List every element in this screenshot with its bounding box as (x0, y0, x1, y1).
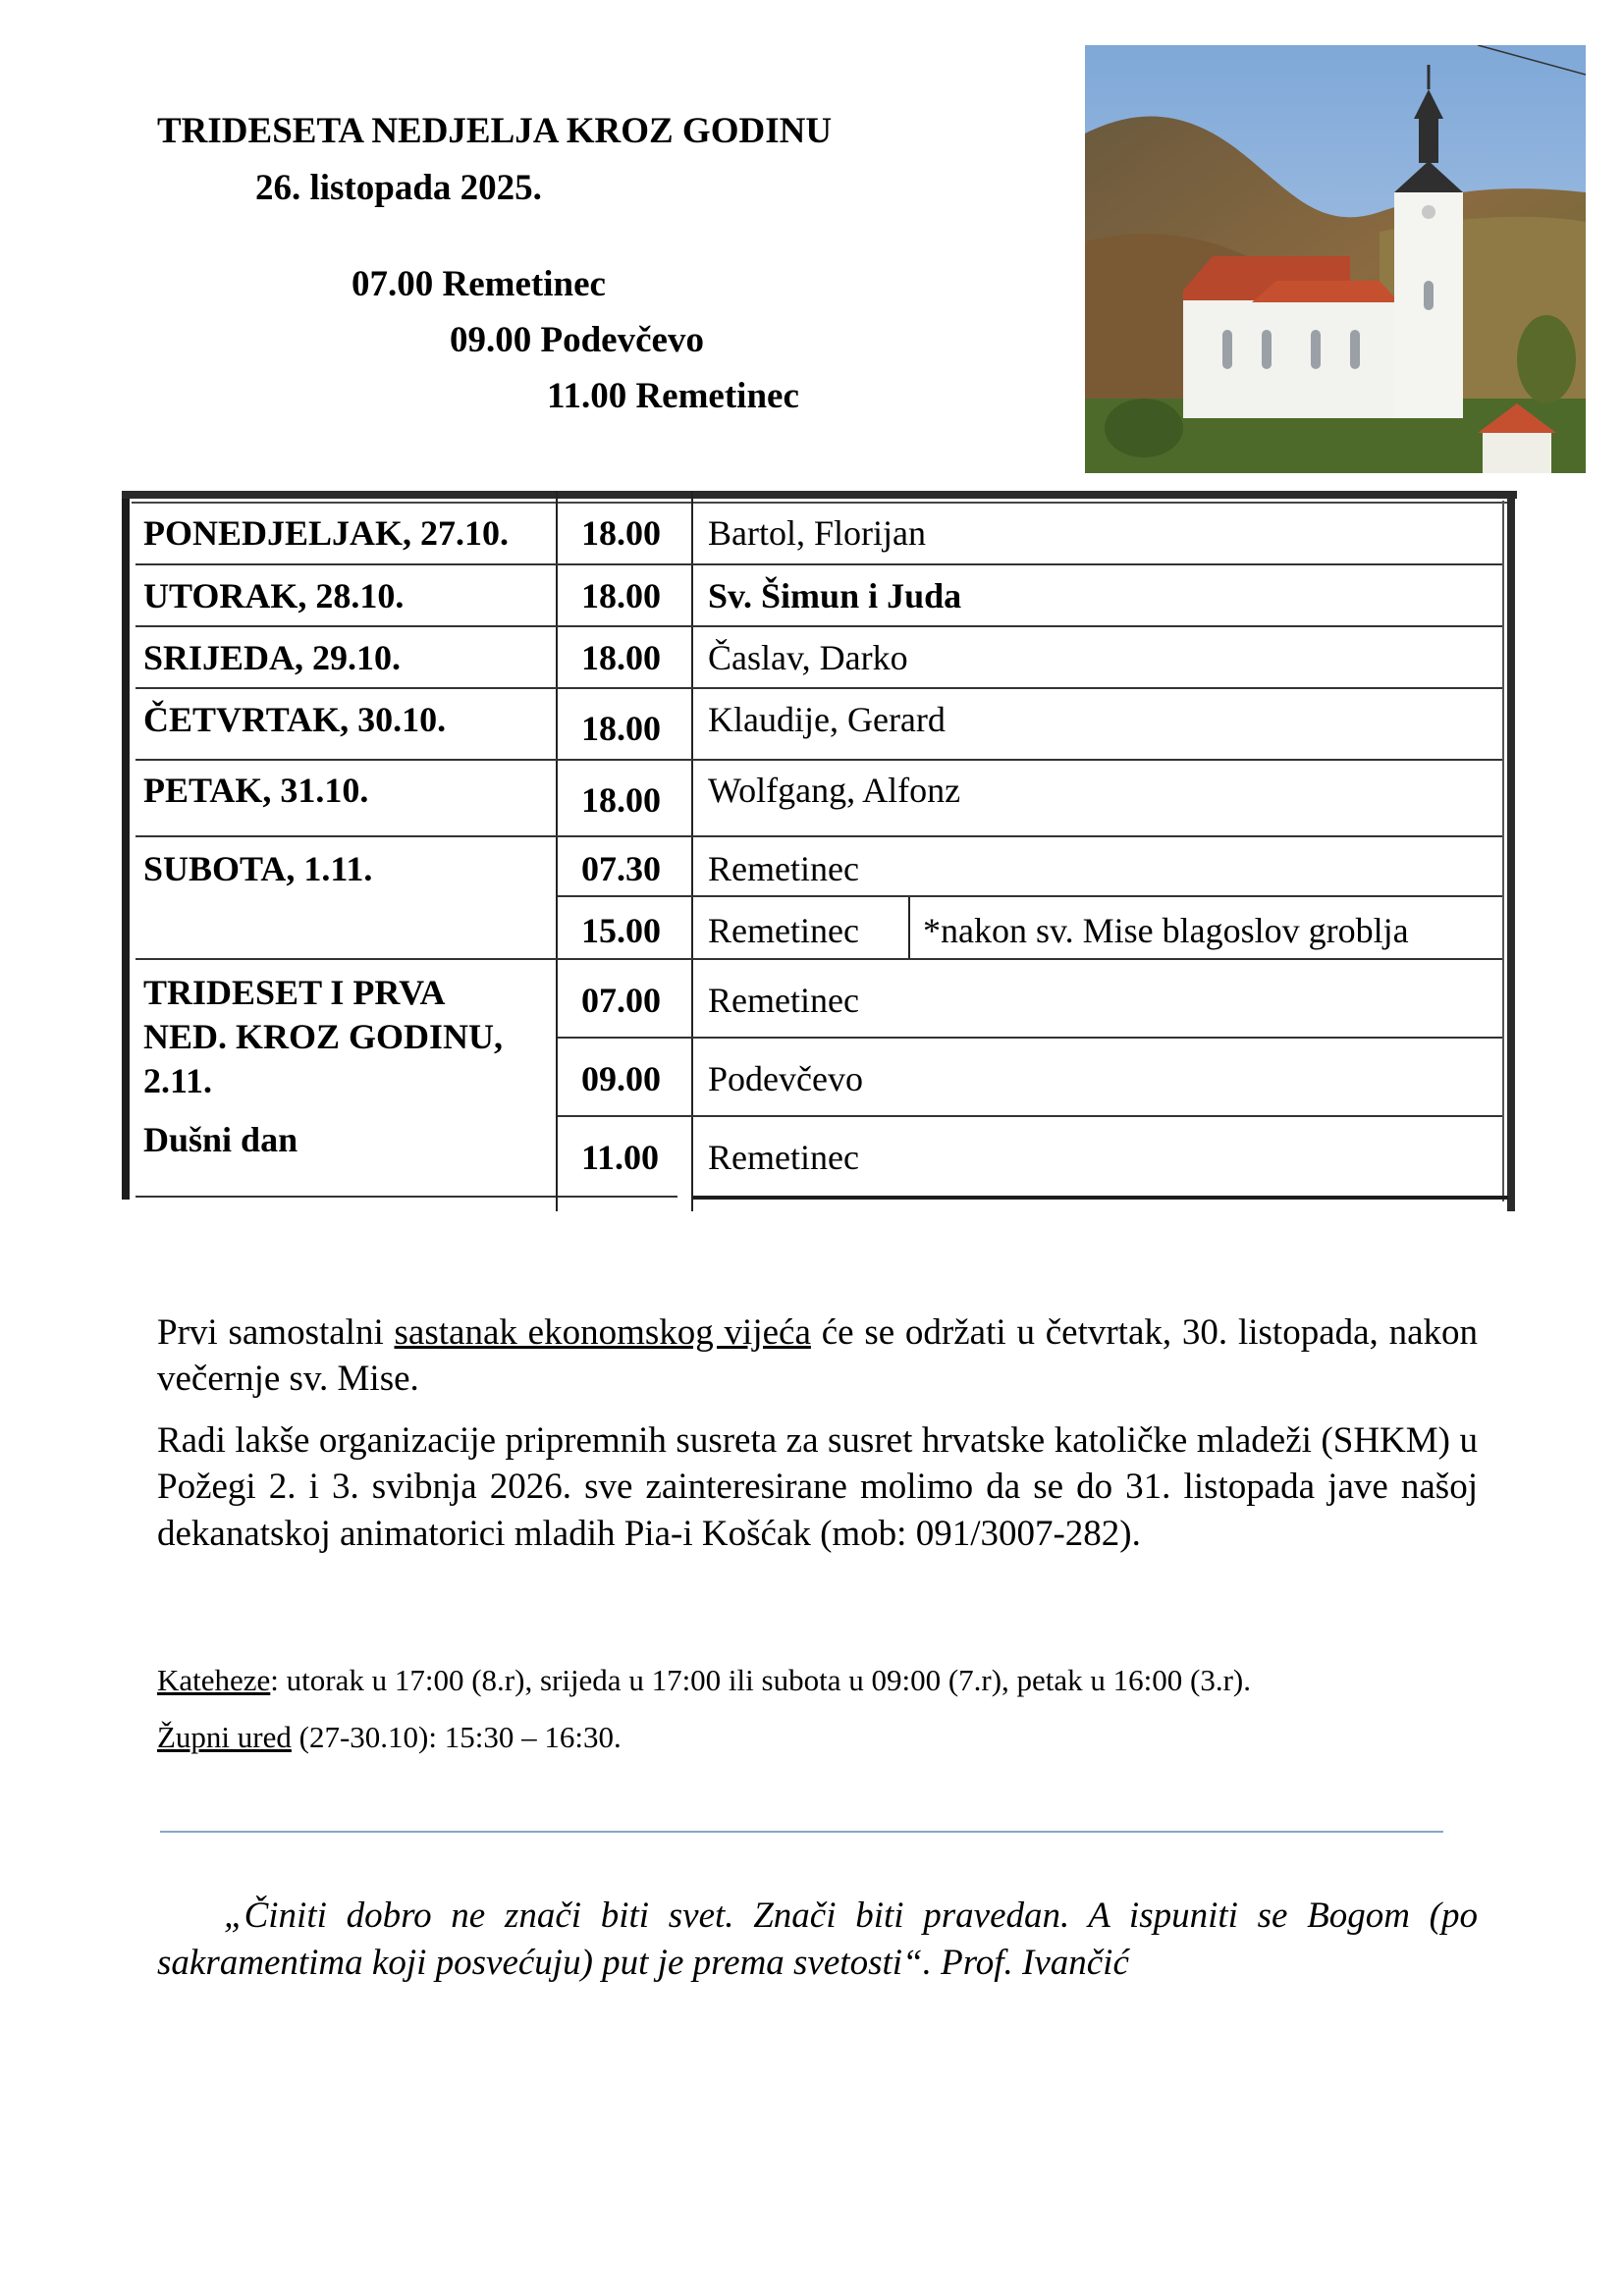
table-border-top-inner (132, 502, 1515, 504)
column-divider-note (908, 895, 910, 958)
table-row-day-line: 2.11. (143, 1061, 213, 1100)
announcement-economic-council (157, 1309, 1478, 1403)
table-row-saint: Bartol, Florijan (708, 513, 926, 553)
sunday-mass-3: 11.00 Remetinec (547, 376, 799, 416)
table-row-time: 18.00 (581, 576, 661, 615)
table-row-time: 18.00 (581, 638, 661, 677)
table-row-time: 07.00 (581, 981, 661, 1020)
table-row-place: Remetinec (708, 849, 859, 888)
table-border-bottom-left (135, 1196, 677, 1198)
table-border-top (122, 491, 1517, 499)
table-row-time: 11.00 (581, 1138, 660, 1177)
table-row-place: Remetinec (708, 1138, 859, 1177)
table-row-time: 15.00 (581, 911, 661, 950)
row-divider (135, 759, 1502, 761)
row-divider (135, 835, 1502, 837)
table-row-saint: Sv. Šimun i Juda (708, 576, 962, 615)
kateheze-line (157, 1663, 1251, 1698)
table-row-day: ČETVRTAK, 30.10. (143, 700, 447, 739)
parish-office-label: Župni ured (157, 1720, 292, 1754)
table-row-place: Remetinec (708, 911, 859, 950)
page-date: 26. listopada 2025. (255, 168, 542, 208)
table-border-right (1507, 491, 1515, 1211)
row-divider (135, 625, 1502, 627)
announcement-underlined: sastanak ekonomskog vijeća (394, 1312, 811, 1353)
table-row-saint: Časlav, Darko (708, 638, 908, 677)
table-row-time: 18.00 (581, 780, 661, 820)
table-row-time: 09.00 (581, 1059, 661, 1098)
table-border-left (122, 491, 130, 1200)
kateheze-text: : utorak u 17:00 (8.r), srijeda u 17:00 ili subota u 09:00 (7.r), petak u 16:00 (3.r). (270, 1663, 1252, 1697)
section-divider (160, 1831, 1443, 1833)
table-row-note: *nakon sv. Mise blagoslov groblja (923, 911, 1409, 950)
row-divider (135, 687, 1502, 689)
column-divider-day (556, 491, 558, 1211)
table-row-day: PONEDJELJAK, 27.10. (143, 513, 510, 553)
closing-quote: „Činiti dobro ne znači biti svet. Znači biti pravedan. A ispuniti se Bogom (po sakramentima koji posvećuju) put je prema svetosti“. Prof. Ivančić (157, 1896, 1478, 1984)
table-row-place: Podevčevo (708, 1059, 863, 1098)
table-row-time: 18.00 (581, 513, 661, 553)
table-row-day: PETAK, 31.10. (143, 771, 369, 810)
church-photo (1085, 45, 1586, 473)
table-row-place: Remetinec (708, 981, 859, 1020)
table-row-day-line: NED. KROZ GODINU, (143, 1017, 504, 1056)
table-row-saint: Wolfgang, Alfonz (708, 771, 961, 810)
sunday-mass-1: 07.00 Remetinec (352, 264, 606, 304)
table-row-day-line: TRIDESET I PRVA (143, 973, 446, 1012)
column-divider-time (691, 491, 693, 1211)
row-divider (135, 563, 1502, 565)
mass-schedule-table (122, 491, 1517, 1211)
row-divider (135, 958, 1502, 960)
table-row-day: UTORAK, 28.10. (143, 576, 405, 615)
row-divider (558, 1037, 1502, 1039)
page-title: TRIDESETA NEDJELJA KROZ GODINU (157, 111, 833, 151)
table-row-time: 18.00 (581, 709, 661, 748)
kateheze-label: Kateheze (157, 1663, 271, 1697)
announcement-text: Prvi samostalni (157, 1312, 384, 1353)
table-row-saint: Klaudije, Gerard (708, 700, 946, 739)
table-row-time: 07.30 (581, 849, 661, 888)
table-row-day: SUBOTA, 1.11. (143, 849, 373, 888)
sunday-mass-2: 09.00 Podevčevo (450, 320, 704, 360)
table-row-subtitle: Dušni dan (143, 1120, 298, 1159)
table-row-day: SRIJEDA, 29.10. (143, 638, 402, 677)
table-border-right-inner (1502, 501, 1504, 1201)
announcement-text: će se održati u četvrtak, 30. listopada, nakon večernje sv. Mise. (157, 1312, 1479, 1400)
table-border-bottom (691, 1196, 1508, 1200)
row-divider (558, 895, 1502, 897)
announcement-shkm: Radi lakše organizacije pripremnih susreta za susret hrvatske katoličke mladeži (SHKM) u Požegi 2. i 3. svibnja 2026. sve zainteresirane molimo da se do 31. listopada jave našoj dekanatskoj animatorici mladih Pia-i Košćak (mob: 091/3007-282). (157, 1420, 1478, 1554)
parish-office-line (157, 1720, 622, 1755)
row-divider (558, 1115, 1502, 1117)
parish-office-text: (27-30.10): 15:30 – 16:30. (291, 1720, 622, 1754)
